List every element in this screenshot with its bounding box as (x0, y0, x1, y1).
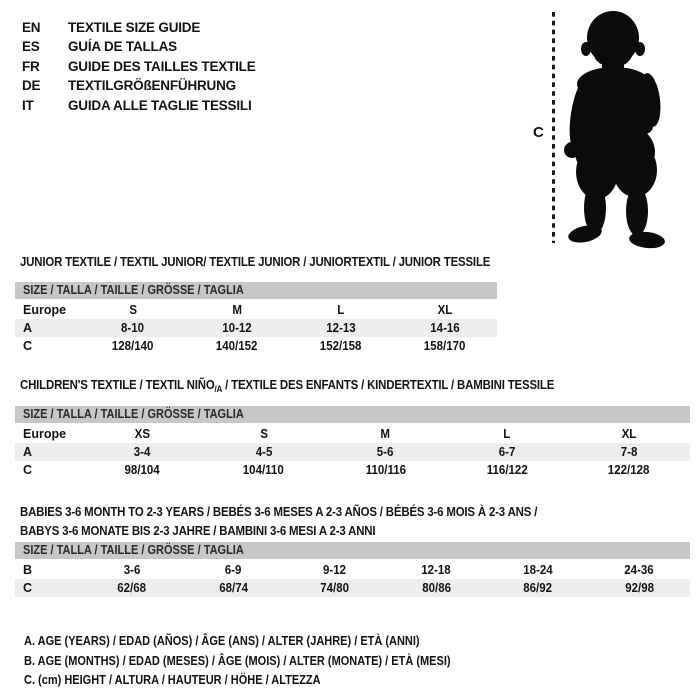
lang-title: TEXTILE SIZE GUIDE (68, 20, 201, 35)
cell-value: 98/104 (124, 463, 160, 477)
row-label: B (23, 563, 33, 577)
footnote-b-text: B. AGE (MONTHS) / EDAD (MESES) / ÂGE (MOIS) / ALTER (MONATE) / ETÀ (MESI) (24, 653, 451, 668)
cell-value: 158/170 (424, 339, 466, 353)
row-label: C (23, 463, 33, 477)
row-label: C (23, 581, 33, 595)
table-row-age-years (15, 319, 497, 337)
children-size-table (15, 406, 690, 479)
babies-table-rows (15, 561, 690, 597)
babies-title-line1: BABIES 3-6 MONTH TO 2-3 YEARS / BEBÉS 3-6 MESES A 2-3 AÑOS / BÉBÉS 3-6 MOIS À 2-3 ANS / (20, 504, 538, 519)
cell-value: 128/140 (112, 339, 154, 353)
babies-size-table (15, 542, 690, 597)
row-label: A (23, 445, 33, 459)
cell-value: 3-6 (123, 563, 141, 577)
table-row-height-cm (15, 579, 690, 597)
babies-section-title (20, 502, 608, 540)
babies-table-size-header (15, 542, 690, 559)
lang-code: ES (22, 39, 40, 55)
lang-row-fr (22, 57, 256, 76)
row-label: Europe (23, 303, 67, 317)
cell-value: 10-12 (222, 321, 252, 335)
cell-value: 104/110 (243, 463, 285, 477)
footnote-legend (24, 632, 509, 691)
children-table-rows (15, 425, 690, 479)
junior-table-rows (15, 301, 497, 355)
table-row-europe (15, 425, 690, 443)
cell-value: M (232, 303, 242, 317)
cell-value: 122/128 (608, 463, 650, 477)
lang-row-en (22, 18, 256, 37)
cell-value: 24-36 (624, 563, 654, 577)
cell-value: 86/92 (523, 581, 553, 595)
cell-value: 4-5 (255, 445, 273, 459)
table-row-age-months (15, 561, 690, 579)
cell-value: S (129, 303, 137, 317)
cell-value: 152/158 (320, 339, 362, 353)
cell-value: 6-9 (224, 563, 242, 577)
row-label: Europe (23, 427, 67, 441)
cell-value: 116/122 (486, 463, 528, 477)
children-table-size-header (15, 406, 690, 423)
cell-value: 80/86 (421, 581, 451, 595)
size-header-text: SIZE / TALLA / TAILLE / GRÖSSE / TAGLIA (23, 283, 244, 297)
cell-value: L (337, 303, 345, 317)
language-title-block (22, 18, 256, 115)
cell-value: 68/74 (218, 581, 248, 595)
children-title-subscript: /A (214, 384, 223, 394)
table-row-europe (15, 301, 497, 319)
height-measure-label: C (533, 124, 544, 141)
lang-code: IT (22, 97, 34, 113)
lang-title: TEXTILGRÖßENFÜHRUNG (68, 78, 236, 94)
row-label: A (23, 321, 33, 335)
babies-title-line2: BABYS 3-6 MONATE BIS 2-3 JAHRE / BAMBINI 3-6 MESI A 2-3 ANNI (20, 523, 376, 538)
cell-value: 7-8 (620, 445, 638, 459)
junior-size-table (15, 282, 497, 355)
footnote-c (24, 671, 509, 691)
footnote-c-text: C. (cm) HEIGHT / ALTURA / HAUTEUR / HÖHE / ALTEZZA (24, 673, 321, 687)
junior-table-size-header (15, 282, 497, 299)
size-header-text: SIZE / TALLA / TAILLE / GRÖSSE / TAGLIA (23, 407, 244, 421)
cell-value: 3-4 (133, 445, 151, 459)
junior-section-title-text: JUNIOR TEXTILE / TEXTIL JUNIOR/ TEXTILE JUNIOR / JUNIORTEXTIL / JUNIOR TESSILE (20, 254, 491, 269)
footnote-b (24, 652, 509, 672)
cell-value: 18-24 (523, 563, 553, 577)
footnote-a-text: A. AGE (YEARS) / EDAD (AÑOS) / ÂGE (ANS) / ALTER (JAHRE) / ETÀ (ANNI) (24, 634, 420, 648)
children-title-post: / TEXTILE DES ENFANTS / KINDERTEXTIL / BAMBINI TESSILE (222, 377, 555, 392)
table-row-height-cm (15, 337, 497, 355)
cell-value: 92/98 (624, 581, 654, 595)
table-row-height-cm (15, 461, 690, 479)
lang-code: DE (22, 78, 41, 94)
cell-value: L (503, 427, 511, 441)
lang-row-it (22, 96, 256, 115)
lang-title: GUIDE DES TAILLES TEXTILE (68, 58, 256, 74)
cell-value: XL (621, 427, 637, 441)
cell-value: M (380, 427, 391, 441)
size-header-text: SIZE / TALLA / TAILLE / GRÖSSE / TAGLIA (23, 543, 244, 557)
cell-value: 74/80 (320, 581, 350, 595)
toddler-silhouette-icon (530, 0, 700, 250)
cell-value: 12-18 (421, 563, 451, 577)
cell-value: 14-16 (430, 321, 460, 335)
cell-value: XS (134, 427, 150, 441)
lang-code: EN (22, 20, 41, 35)
children-section-title (20, 377, 627, 394)
lang-title: GUIDA ALLE TAGLIE TESSILI (68, 97, 252, 113)
toddler-silhouette-shape (564, 11, 666, 250)
lang-row-es (22, 37, 256, 56)
cell-value: 110/116 (365, 463, 406, 477)
cell-value: 62/68 (117, 581, 147, 595)
cell-value: 140/152 (216, 339, 258, 353)
lang-title: GUÍA DE TALLAS (68, 39, 177, 55)
junior-section-title (20, 254, 554, 269)
cell-value: XL (437, 303, 453, 317)
cell-value: 8-10 (121, 321, 145, 335)
lang-row-de (22, 76, 256, 95)
cell-value: 9-12 (323, 563, 347, 577)
cell-value: 5-6 (377, 445, 394, 459)
footnote-a (24, 632, 509, 652)
children-section-title-text (20, 377, 554, 394)
children-title-pre: CHILDREN'S TEXTILE / TEXTIL NIÑO (20, 377, 215, 392)
cell-value: 6-7 (498, 445, 516, 459)
cell-value: 12-13 (326, 321, 356, 335)
lang-code: FR (22, 58, 40, 74)
row-label: C (23, 339, 33, 353)
cell-value: S (259, 427, 268, 441)
table-row-age-years (15, 443, 690, 461)
